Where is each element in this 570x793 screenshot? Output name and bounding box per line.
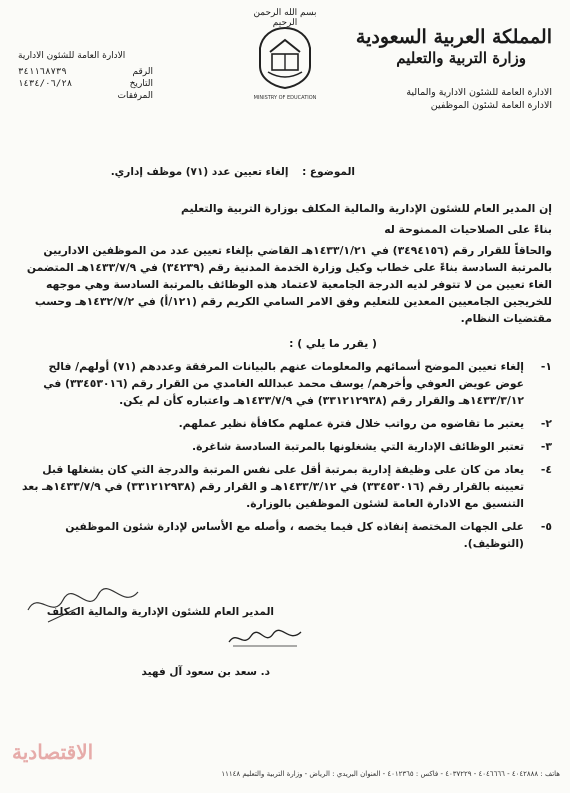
ref-date-row: [18, 78, 153, 90]
decision-text: تعتبر الوظائف الإدارية التي يشغلونها بالمرتبة السادسة شاغرة.: [192, 440, 524, 453]
kingdom-name: المملكة العربية السعودية: [355, 26, 552, 48]
subject-line: [111, 166, 355, 178]
emblem-caption: MINISTRY OF EDUCATION: [253, 95, 317, 101]
subject-label: الموضوع :: [302, 166, 355, 178]
decision-number: ٢-: [540, 417, 552, 430]
decision-item: [18, 438, 552, 455]
decision-number: ٤-: [540, 463, 552, 476]
decision-item: [18, 518, 552, 552]
footer-contact: هاتف : ٤٠٤٢٨٨٨ - ٤٠٤٦٦٦٦ - ٤٠٣٧٢٢٩ - فاكس : ٤٠١٢٣٦٥ - العنوان البريدي : الرياض - وزارة التربية والتعليم ١١١٤٨: [221, 770, 560, 778]
signature-icon: [225, 626, 305, 652]
subject-text: إلغاء تعيين عدد (٧١) موظف إداري.: [110, 166, 289, 178]
decision-number: ٣-: [540, 440, 552, 453]
decision-text: يعتبر ما تقاضوه من رواتب خلال فترة عملهم مكافأة نظير عملهم.: [178, 417, 524, 430]
letterhead-left: [18, 50, 153, 102]
ref-date-value: ١٤٣٤/٠٦/٢٨: [18, 79, 73, 89]
ref-attachments-row: [18, 90, 153, 102]
signatory-title: المدير العام للشئون الإدارية والمالية المكلف: [46, 606, 274, 618]
authority-line: بناءً على الصلاحيات الممنوحة له: [384, 223, 552, 236]
dept-general: الادارة العامة للشئون الادارية والمالية: [406, 87, 552, 98]
ref-attachments-label: المرفقات: [117, 91, 153, 101]
letter-body: [18, 200, 552, 558]
ref-number-row: [18, 66, 153, 78]
ref-date-label: التاريخ: [129, 79, 153, 89]
decision-item: [18, 358, 552, 409]
decides-heading: ( يقرر ما يلي ) :: [289, 337, 377, 350]
preamble-paragraph: والحاقاً للقرار رقم (٣٤٩٤١٥٦) في ١٤٣٣/١/٢١هـ القاضي بإلغاء تعيين عدد من الموظفين الاداريين بالمرتبة السادسة بناءً على خطاب وكيل وزارة الخدمة المدنية رقم (٣٤٢٣٩) في ١٤٣٣/٧/٩هـ المتضمن الغاء تعيين من لا تتوفر لديه الدرجة الجامعية لاعتماد هذه الوظائف بالمرتبة السادسة وهي موجهه للخريجين الجامعيين المعدين للتعليم وفق الامر السامي الكريم رقم (١٢١/أ) في ١٤٣٢/٧/٢هـ وحسب مقتضيات النظام.: [26, 244, 552, 325]
basmala: بسم الله الرحمن الرحيم: [253, 8, 317, 28]
decision-text: على الجهات المختصة إنفاذه كل فيما يخصه ، وأصله مع الأساس لإدارة شئون الموظفين (التوظيف).: [65, 520, 524, 550]
decision-number: ١-: [540, 360, 552, 373]
opening-line: إن المدير العام للشئون الإدارية والمالية المكلف بوزارة التربية والتعليم: [181, 202, 552, 215]
letterhead-right: [332, 26, 552, 113]
decision-text: يعاد من كان على وظيفة إدارية بمرتبة أقل على نفس المرتبة والدرجة التي كان يشغلها قبل تعيينه بالقرار رقم (٣٣٤٥٣٠١٦) في ١٤٣٣/٣/١٢هـ و القرار رقم (٣٣١٢١٢٩٣٨) في ١٤٣٣/٧/٩هـ بعد التنسيق مع الادارة العامة لشئون الموظفين بالوزارة.: [22, 463, 524, 510]
ref-number-label: الرقم: [132, 67, 153, 77]
left-dept: الادارة العامة للشئون الادارية: [18, 51, 126, 61]
ref-number-value: ٣٤١١٦٨٧٣٩: [18, 67, 67, 77]
signatory-name: د. سعد بن سعود آل فهيد: [141, 666, 270, 678]
ministry-emblem-icon: [248, 22, 322, 102]
decision-text: إلغاء تعيين الموضح أسمائهم والمعلومات عنهم بالبيانات المرفقة وعددهم (٧١) أولهم/ فالح عوض عويض العوفي وأخرهم/ يوسف محمد عبدالله الغامدي من القرار رقم (٣٣٤٥٣٠١٦) في ١٤٣٣/٣/١٢هـ والقرار رقم (٣٣١٢١٢٩٣٨) في ١٤٣٣/٧/٩هـ واعتباره كأن لم يكن.: [43, 360, 524, 407]
dept-employees: الادارة العامة لشئون الموظفين: [430, 100, 552, 111]
decision-list: [18, 358, 552, 552]
decision-item: [18, 415, 552, 432]
decision-number: ٥-: [540, 520, 552, 533]
decision-item: [18, 461, 552, 512]
ministry-name: وزارة التربية والتعليم: [396, 49, 526, 67]
watermark: الاقتصادية: [12, 740, 94, 764]
